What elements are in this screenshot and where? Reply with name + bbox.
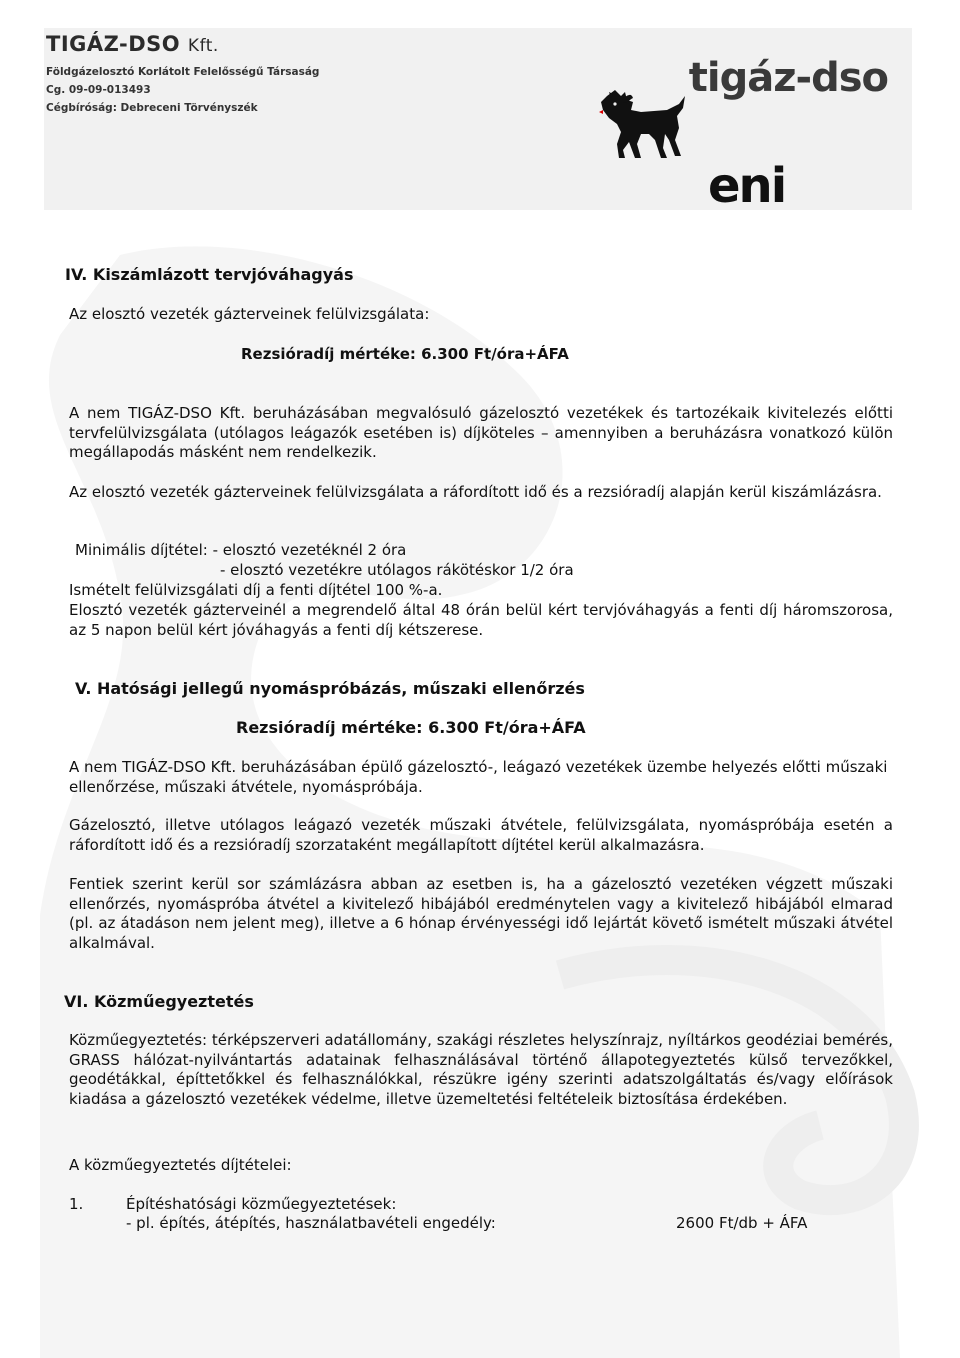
section-iv-paragraph-2: Az elosztó vezeték gázterveinek felülvizsgálata a ráfordított idő és a rezsióradíj alapján kerül kiszámlázásra.	[69, 483, 882, 501]
item-1-price: 2600 Ft/db + ÁFA	[676, 1214, 808, 1232]
tigaz-dso-logo: tigáz-dso	[688, 55, 888, 101]
company-line-registry-number: Cg. 09-09-013493	[46, 84, 151, 96]
section-iv-paragraph-3: Elosztó vezeték gázterveinél a megrendelő által 48 órán belül kért tervjóváhagyás a fenti díj háromszorosa, az 5 napon belül kért jóváhagyás a fenti díj kétszerese.	[69, 601, 893, 639]
section-v-rate: Rezsióradíj mértéke: 6.300 Ft/óra+ÁFA	[236, 718, 586, 737]
section-iv-intro: Az elosztó vezeték gázterveinek felülvizsgálata:	[69, 305, 430, 323]
repeat-review-fee: Ismételt felülvizsgálati díj a fenti díjtétel 100 %-a.	[69, 581, 443, 599]
section-vi-paragraph-1: Közműegyeztetés: térképszerveri adatállomány, szakági részletes helyszínrajz, nyíltárkos geodéziai bemérés, GRASS hálózat-nyilvántartás adatainak felhasználásával történő állapotegyeztetés külső tervezőkkel, geodétákkal, építtetőkkel és felhasználókkal, részükre igény szerinti adatszolgáltatás és/vagy előírások kiadása a gázelosztó vezetékek védelme, illetve üzemeltetési feltételeik biztosítása érdekében.	[69, 1031, 893, 1108]
section-vi-heading: VI. Közműegyeztetés	[64, 992, 254, 1011]
item-1-sub: - pl. építés, átépítés, használatbavételi engedély:	[126, 1214, 496, 1232]
section-v-paragraph-3: Fentiek szerint kerül sor számlázásra abban az esetben is, ha a gázelosztó vezetéken végzett műszaki ellenőrzés, nyomáspróba átvétel a kivitelező hibájából eredménytelen vagy a kivitelező hibájából elmarad (pl. az átadáson nem jelent meg), illetve a 6 hónap érvényességi idő lejártát követő ismételt műszaki átvétel alkalmával.	[69, 875, 893, 952]
company-name: TIGÁZ-DSO Kft.	[46, 32, 219, 56]
section-iv-heading: IV. Kiszámlázott tervjóváhagyás	[65, 265, 354, 284]
section-iv-paragraph-1: A nem TIGÁZ-DSO Kft. beruházásában megvalósuló gázelosztó vezetékek és tartozékaik kivitelezés előtti tervfelülvizsgálata (utólagos leágazók esetében is) díjköteles – amennyiben a beruházásra vonatkozó külön megállapodás másként nem rendelkezik.	[69, 404, 893, 461]
item-1-number: 1.	[69, 1195, 84, 1213]
min-fee-line-2: - elosztó vezetékre utólagos rákötéskor 1/2 óra	[220, 561, 574, 579]
item-1-label: Építéshatósági közműegyeztetések:	[126, 1195, 397, 1213]
section-v-paragraph-2: Gázelosztó, illetve utólagos leágazó vezeték műszaki átvétele, felülvizsgálata, nyomáspróbája esetén a ráfordított idő és a rezsióradíj szorzataként megállapított díjtétel kerül alkalmazásra.	[69, 816, 893, 854]
section-iv-rate: Rezsióradíj mértéke: 6.300 Ft/óra+ÁFA	[241, 345, 569, 363]
eni-logo: eni	[708, 158, 786, 214]
section-v-heading: V. Hatósági jellegű nyomáspróbázás, műszaki ellenőrzés	[75, 679, 585, 698]
min-fee-line-1: Minimális díjtétel: - elosztó vezetéknél 2 óra	[75, 541, 407, 559]
section-v-paragraph-1: A nem TIGÁZ-DSO Kft. beruházásában épülő gázelosztó-, leágazó vezetékek üzembe helyezés előtti műszaki ellenőrzése, műszaki átvétele, nyomáspróbája.	[69, 758, 888, 796]
company-line-court: Cégbíróság: Debreceni Törvényszék	[46, 102, 258, 114]
company-line-legal-form: Földgázelosztó Korlátolt Felelősségű Társaság	[46, 66, 320, 78]
fees-label: A közműegyeztetés díjtételei:	[69, 1156, 292, 1174]
